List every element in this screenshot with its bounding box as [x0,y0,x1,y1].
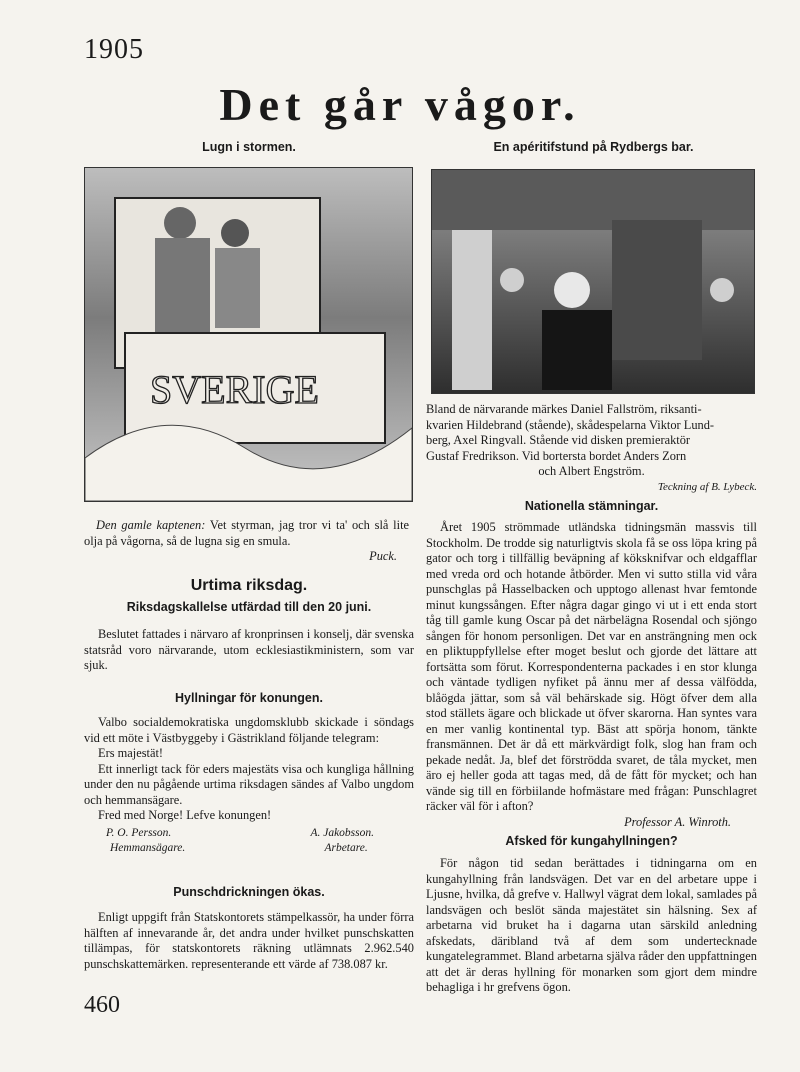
bar-credit: Teckning af B. Lybeck. [657,480,757,493]
mate-body [215,248,260,328]
sig2-name: A. Jakobsson. [310,826,374,839]
ceiling [432,170,754,230]
urtima-subtitle: Riksdagskallelse utfärdad till den 20 juni. [126,600,372,614]
nationella-body: Året 1905 strömmade utländska tidningsmän massvis till Stockholm. De trodde sig naturligtvis skola få se oss löpa kring på gator och torg i tillfällig beväpning af köksknifvar och eldgafflar med vreda ord och hotande åtbörder. Men vi sutto stilla vid våra punschglas på Hasselbacken och upptogo allenast hvar femtonde minut kungssången. Efter några dagar gingo vi ut i ett enda stort tåg till gamle kung Oscar på det närbelägna Rosendal och sjöngo sången för honom personligen. Det var en ansträngning men ock en pliktuppfyllelse efter moget beslut och gjorde det lättare att fortsätta som förut. Korrespondenterna packades i en stor klunga och väntade tydligen nyfiket på ännu mer af dessa välfödda, blåögda jättar, som så väl behärskade sig. Högt öfver dem alla stod ställets ägare och blickade ut öfver skarorna. Han syntes vara en mer vanlig kontinental typ. Bäst att spörja honom, tänkte fransmännen. Det är då ett märkvärdigt folk, slog han fram och pekade nedåt. Ja, blef det förströdda svaret, de tåla mycket, men äro ej heller goda att tagas med, då de fått för mycket; och han vände sig till en förbiilande hofmästare med frågan: Punschlagret räcker väl för i afton? [426,520,757,813]
signatures [84,824,414,857]
caption-source: Puck. [369,549,397,563]
nationella-article [426,520,757,830]
boat-lettering: SVERIGE [150,367,319,412]
right-illustration-heading: En apéritifstund på Rydbergs bar. [493,140,694,154]
bar-caption-line-4: Gustaf Fredrikson. Vid bortersta bordet Anders Zorn [426,448,687,463]
pillar [452,230,492,390]
page-number: 460 [84,992,120,1018]
hyllningar-article [84,715,414,857]
captain-figure [164,207,196,239]
mate-figure [221,219,249,247]
captain-body [155,238,210,338]
bar-scene-drawing [432,170,754,393]
punsch-title: Punschdrickningen ökas. [173,885,325,899]
bar-caption-line-3: berg, Axel Ringvall. Stående vid disken premieraktör [426,433,691,447]
shelves [612,220,702,360]
hyllningar-salute: Ers majestät! [98,746,164,760]
hyllningar-title: Hyllningar för konungen. [175,691,323,705]
bar-caption-line-5: och Albert Engström. [538,464,645,478]
hyllningar-body: Ett innerligt tack för eders majestäts visa och kungliga hållning under den nu pågående urtima riksdagen sändes af Valbo ungdom och hemmansägare. [84,761,414,807]
caption-text: Vet styrman, jag tror vi ta' och slå lite olja på vågorna, så de lugna sig en smula. [84,518,410,548]
seated-man-body [542,310,612,390]
storm-illustration [84,167,413,502]
bar-caption-line-2: kvarien Hildebrand (stående), skådespelarna Viktor Lund- [426,417,715,432]
sig1-name: P. O. Persson. [106,826,172,839]
storm-caption [84,518,409,565]
urtima-title: Urtima riksdag. [190,577,308,594]
afsked-title: Afsked för kungahyllningen? [505,834,678,848]
guest-figure-2 [710,278,734,302]
seated-man [554,272,590,308]
sig2-role: Arbetare. [324,842,368,854]
hyllningar-closing: Fred med Norge! Lefve konungen! [98,808,272,822]
page-title: Det går vågor. [219,79,581,130]
hyllningar-intro: Valbo socialdemokratiska ungdomsklubb skickade i söndags vid ett möte i Västbyggeby i Gästrikland följande telegram: [84,715,414,745]
nationella-author: Professor A. Winroth. [624,814,731,829]
bar-illustration [431,169,755,394]
page-year: 1905 [84,34,144,65]
sig1-role: Hemmansägare. [110,842,186,854]
storm-boat-drawing [85,168,412,501]
nationella-title: Nationella stämningar. [524,499,659,513]
punsch-body: Enligt uppgift från Statskontorets stämpelkassör, ha under förra hälften af innevarande år, det andra under hvilket punschskatten tillämpas, för statskontorets räkning utlämnats 2.962.540 punschskattemärken. representerande ett värde af 738.087 kr. [84,910,414,971]
afsked-body: För någon tid sedan berättades i tidningarna om en kungahyllning från landsvägen. Det var en del arbetare uppe i Ljusne, hvilka, då grefve v. Hallwyl vägrat dem lokal, samlades på landsvägen och beslöt sända majestätet sin hälsning. Sex af arbetarna vid bruket ha i dagarna utan särskild anledning afskedats, däribland två af dem som undertecknade kungatelegrammet. Bland arbetarna själva råder den uppfattningen att det är deras hyllning för monarken som gjort dem mindre behagliga i hr grefvens ögon. [426,856,757,994]
bar-caption-line-1: Bland de närvarande märkes Daniel Fallström, riksanti- [426,402,702,416]
guest-figure [500,268,524,292]
bar-caption [426,402,757,495]
caption-speaker: Den gamle kaptenen: [96,518,206,532]
left-illustration-heading: Lugn i stormen. [202,140,296,154]
urtima-body: Beslutet fattades i närvaro af kronprinsen i konselj, där svenska statsråd voro närvarande, utom ecklesiastikministern, som var sjuk. [84,627,414,672]
